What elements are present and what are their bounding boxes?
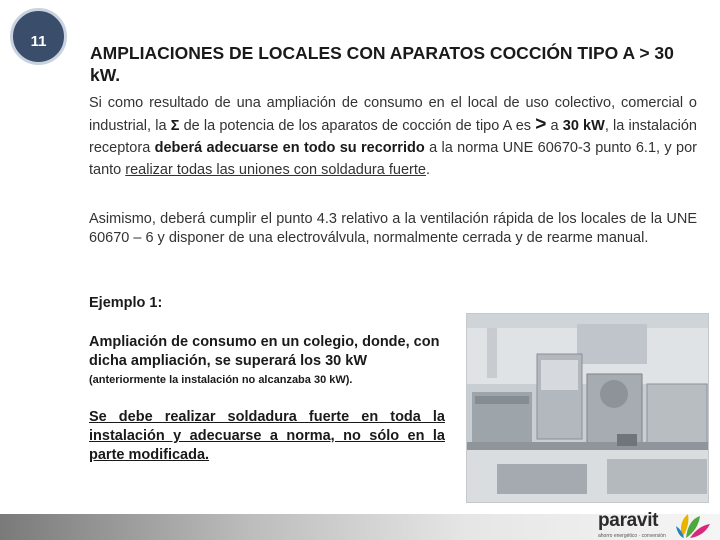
p1-text-1: Si como resultado de una ampliación de consumo en el local de uso colectivo, comercial o industrial, la — [89, 95, 697, 134]
paragraph-1 — [89, 92, 697, 181]
p1-underlined-soldadura: realizar todas las uniones con soldadura fuerte — [125, 162, 426, 178]
p1-text-6: . — [425, 162, 430, 178]
paragraph-2: Asimismo, deberá cumplir el punto 4.3 relativo a la ventilación rápida de los locales de la UNE 60670 – 6 y disponer de una electroválvula, normalmente cerrada y de rearme manual. — [89, 211, 697, 246]
example-note: (anteriormente la instalación no alcanzaba 30 kW). — [89, 374, 353, 386]
logo-tagline: ahorro energético · conversión — [598, 533, 666, 539]
slide-number: 11 — [30, 33, 47, 50]
kitchen-photo — [466, 313, 709, 503]
logo-name: paravit — [598, 510, 659, 531]
greater-than-symbol: > — [535, 114, 547, 135]
p1-text-4: , la instalación receptora — [89, 118, 697, 156]
slide-title: AMPLIACIONES DE LOCALES CON APARATOS COCCIÓN TIPO A > 30 kW. — [90, 43, 674, 85]
example-conclusion: Se debe realizar soldadura fuerte en toda la instalación y adecuarse a norma, no sólo en la parte modificada. — [89, 409, 445, 463]
kitchen-illustration — [467, 314, 709, 503]
p1-text-3: a — [546, 118, 563, 134]
p1-text-5: a la norma UNE 60670-3 punto 6.1, y por tanto — [89, 140, 698, 178]
sigma-symbol: Σ — [170, 118, 180, 134]
slide-number-badge — [10, 8, 67, 65]
example-text: Ampliación de consumo en un colegio, donde, con dicha ampliación, se superará los 30 kW — [89, 334, 440, 369]
p1-bold-power: 30 kW — [562, 118, 605, 134]
p1-bold-adecuarse: deberá adecuarse en todo su recorrido — [154, 140, 425, 156]
logo-leaf-icon — [674, 510, 714, 540]
paravit-logo — [598, 510, 716, 540]
example-heading: Ejemplo 1: — [89, 295, 163, 311]
p1-text-2: de la potencia de los aparatos de cocción de tipo A es — [179, 118, 536, 134]
